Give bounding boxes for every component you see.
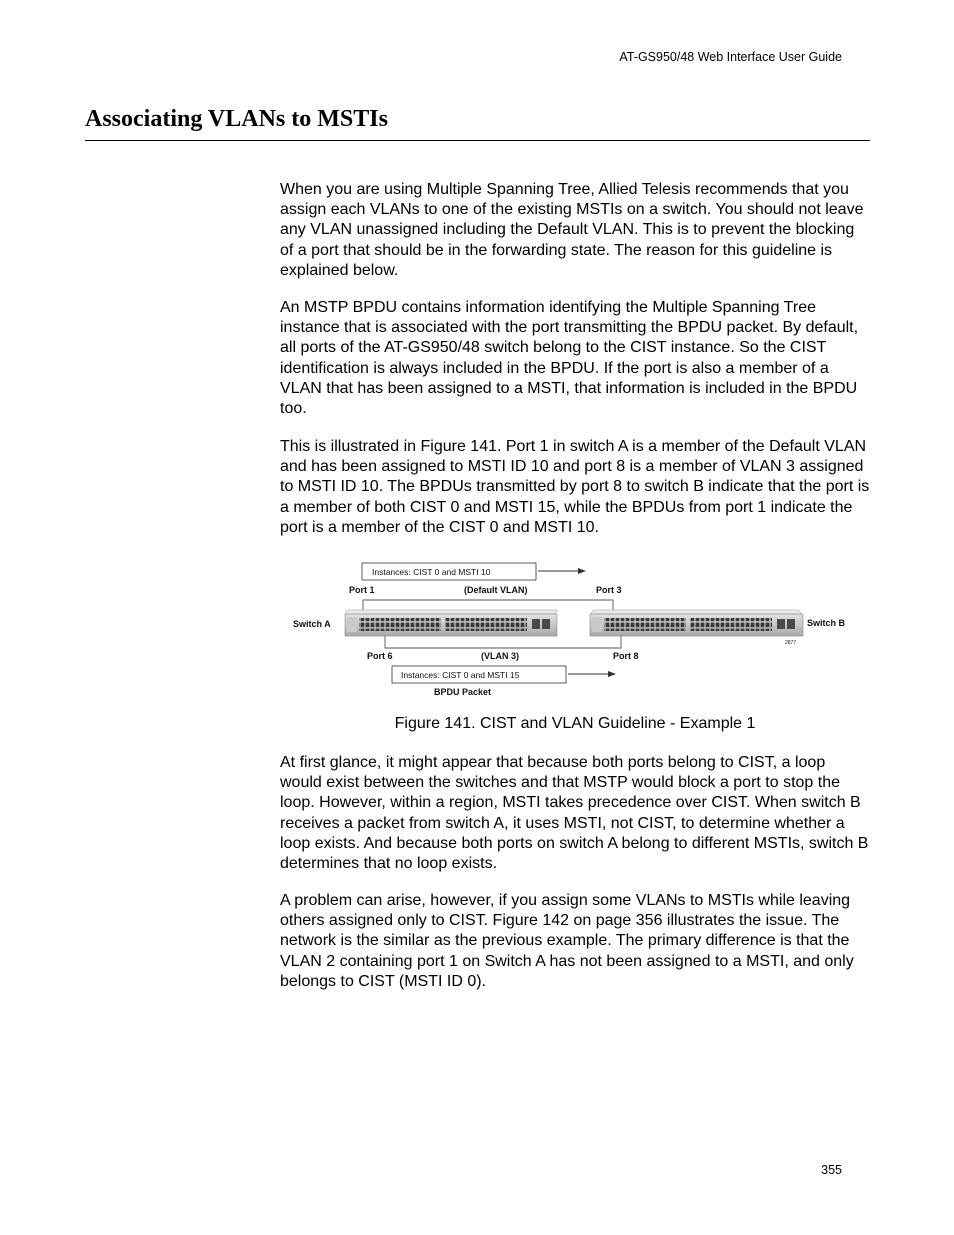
instances-bottom-label: Instances: CIST 0 and MSTI 15 [401,670,520,680]
instances-top-label: Instances: CIST 0 and MSTI 10 [372,567,491,577]
page-title: Associating VLANs to MSTIs [85,106,388,132]
bpdu-packet-label: BPDU Packet [434,687,492,697]
figure-cist-vlan-example [285,556,870,704]
running-header: AT-GS950/48 Web Interface User Guide [619,50,842,64]
body-paragraph: This is illustrated in Figure 141. Port 1 in switch A is a member of the Default VLAN and has been assigned to MSTI ID 10 and port 8 is a member of VLAN 3 assigned to MSTI ID 10. The BPDUs transmitted by port 8 to switch B indicate that the port is a member of both CIST 0 and MSTI 15, while the BPDUs from port 1 indicate the port is a member of the CIST 0 and MSTI 10. [280,438,870,536]
switch-b-label: Switch B [807,618,846,628]
vlan3-label: (VLAN 3) [481,651,519,661]
body-paragraph: A problem can arise, however, if you assign some VLANs to MSTIs while leaving others assigned only to CIST. Figure 142 on page 356 illustrates the issue. The network is the similar as the previous example. The primary difference is that the VLAN 2 containing port 1 on Switch A has not been assigned to a MSTI, and only belongs to CIST (MSTI ID 0). [280,892,854,990]
link-vlan3 [385,636,621,648]
figure-caption: Figure 141. CIST and VLAN Guideline - Example 1 [394,715,756,732]
body-paragraph: At first glance, it might appear that because both ports belong to CIST, a loop would exist between the switches and that MSTP would block a port to stop the loop. However, within a region, MSTI takes precedence over CIST. When switch B receives a packet from switch A, it uses MSTI, not CIST, to determine whether a loop exists. And because both ports on switch A belong to different MSTIs, switch B determines that no loop exists. [280,754,869,873]
network-diagram [285,556,870,704]
body-paragraph: When you are using Multiple Spanning Tree, Allied Telesis recommends that you assign each VLANs to one of the existing MSTIs on a switch. You should not leave any VLAN unassigned including the Default VLAN. This is to prevent the blocking of a port that should be in the forwarding state. The reason for this guideline is explained below. [280,181,864,279]
port1-label: Port 1 [349,585,375,595]
default-vlan-label: (Default VLAN) [464,585,528,595]
port6-label: Port 6 [367,651,393,661]
switch-a-icon [345,610,557,636]
port8-label: Port 8 [613,651,639,661]
switch-b-icon [590,610,803,636]
body-paragraph: An MSTP BPDU contains information identifying the Multiple Spanning Tree instance that is associated with the port transmitting the BPDU packet. By default, all ports of the AT-GS950/48 switch belong to the CIST instance. So the CIST identification is always included in the BPDU. If the port is also a member of a VLAN that has been assigned to a MSTI, that information is included in the BPDU too. [280,299,859,418]
port3-label: Port 3 [596,585,622,595]
page-number: 355 [821,1163,842,1177]
figure-code: 2877 [785,640,797,646]
title-rule [85,140,870,141]
switch-a-label: Switch A [293,619,331,629]
